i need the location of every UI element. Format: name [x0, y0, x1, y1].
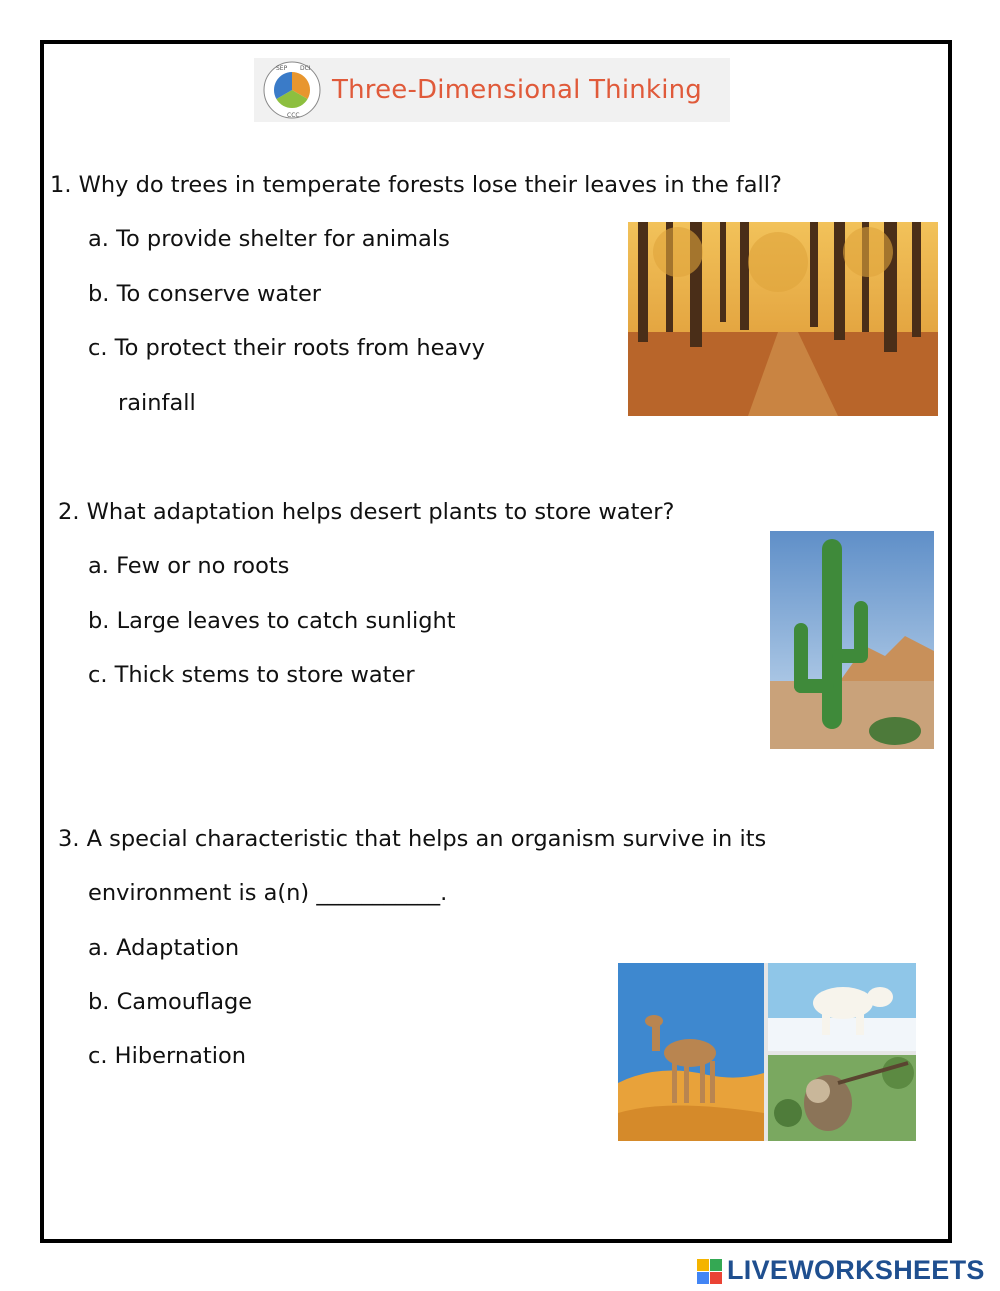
question-2: 2. What adaptation helps desert plants to store water?	[58, 499, 675, 525]
animal-adaptations-image	[618, 963, 916, 1141]
question-1: 1. Why do trees in temperate forests lose their leaves in the fall?	[50, 172, 782, 198]
liveworksheets-blocks-icon	[697, 1257, 723, 1285]
header-banner	[254, 58, 730, 122]
q3-option-b[interactable]: b. Camouflage	[88, 989, 253, 1015]
q2-option-a[interactable]: a. Few or no roots	[88, 553, 290, 579]
q2-option-b[interactable]: b. Large leaves to catch sunlight	[88, 608, 456, 634]
q1-option-c[interactable]: c. To protect their roots from heavy	[88, 335, 485, 361]
autumn-forest-image	[628, 222, 938, 416]
cactus-image	[770, 531, 934, 749]
three-dimensional-logo	[262, 60, 322, 120]
liveworksheets-logo	[697, 1255, 985, 1286]
q3-option-a[interactable]: a. Adaptation	[88, 935, 240, 961]
brand-name: LIVEWORKSHEETS	[727, 1255, 985, 1285]
q1-option-b[interactable]: b. To conserve water	[88, 281, 322, 307]
q3-option-c[interactable]: c. Hibernation	[88, 1043, 246, 1069]
logo-label-sep: SEP	[276, 65, 288, 72]
logo-label-ccc: CCC	[287, 112, 300, 119]
page-title: Three-Dimensional Thinking	[332, 75, 702, 105]
logo-label-dci: DCI	[300, 65, 311, 72]
question-3-continued: environment is a(n) ___________.	[88, 880, 448, 906]
q2-option-c[interactable]: c. Thick stems to store water	[88, 662, 415, 688]
q1-option-c-continued[interactable]: rainfall	[118, 390, 196, 416]
question-3: 3. A special characteristic that helps an organism survive in its	[58, 826, 767, 852]
q1-option-a[interactable]: a. To provide shelter for animals	[88, 226, 450, 252]
